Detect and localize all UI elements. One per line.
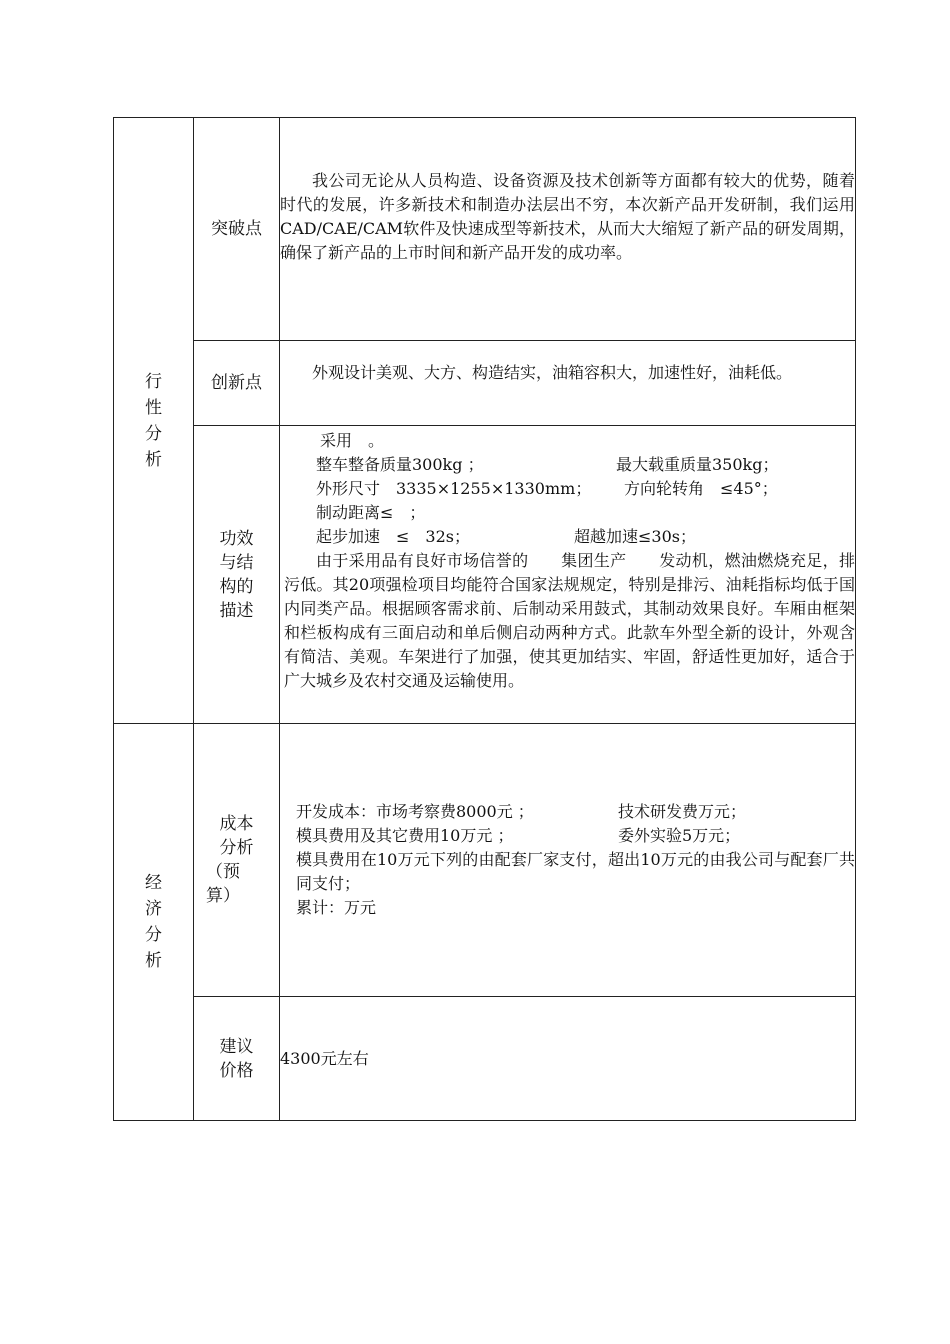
- breakthrough-content: [280, 118, 856, 341]
- cost-content: [280, 724, 856, 997]
- cost-row: [114, 724, 856, 997]
- cost-line-development: 开发成本：市场考察费8000元 ； 技术研发费万元；: [296, 802, 747, 821]
- function-description: 由于采用品有良好市场信誉的 集团生产 发动机，燃油燃烧充足，排污低。其20项强检项目均能符合国家法规规定，特别是排污、油耗指标均低于国内同类产品。根据顾客需求前、后制动采用鼓式，其制动效果良好。车厢由框架和栏板构成有三面启动和单后侧启动两种方式。此款车外型全新的设计，外观含有简洁、美观。车架进行了加强，使其更加结实、牢固，舒适性更加好，适合于广大城乡及农村交通及运输使用。: [284, 551, 855, 690]
- spec-line-dimensions: 外形尺寸 3335×1255×1330mm； 方向轮转角 ≤45°；: [316, 479, 778, 498]
- spec-line-acceleration: 起步加速 ≤ 32s； 超越加速≤30s；: [316, 527, 696, 546]
- breakthrough-label: 突破点: [194, 118, 280, 341]
- feasibility-section-label: 行 性 分 析: [114, 118, 194, 724]
- spec-line-adopt: 采用 。: [320, 431, 385, 450]
- breakthrough-row: [114, 118, 856, 341]
- function-row: [114, 426, 856, 724]
- spec-line-braking: 制动距离≤ ；: [316, 503, 426, 522]
- price-text: 4300元左右: [280, 1048, 369, 1068]
- function-label: 功效 与结 构的 描述: [194, 426, 280, 724]
- innovation-row: [114, 341, 856, 426]
- analysis-table: [113, 117, 856, 1121]
- innovation-text: 外观设计美观、大方、构造结实，油箱容积大，加速性好，油耗低。: [312, 363, 793, 382]
- economic-section-label: 经 济 分 析: [114, 724, 194, 1121]
- price-label: 建议 价格: [194, 997, 280, 1121]
- cost-line-payment: 模具费用在10万元下列的由配套厂家支付，超出10万元的由我公司与配套厂共同支付；: [296, 850, 855, 893]
- cost-label: 成本 分析 （预 算）: [194, 724, 280, 997]
- innovation-label: 创新点: [194, 341, 280, 426]
- cost-line-mold: 模具费用及其它费用10万元 ； 委外实验5万元；: [296, 826, 741, 845]
- breakthrough-text: 我公司无论从人员构造、设备资源及技术创新等方面都有较大的优势，随着时代的发展，许多新技术和制造办法层出不穷，本次新产品开发研制，我们运用CAD/CAE/CAM软件及快速成型等新技术，从而大大缩短了新产品的研发周期，确保了新产品的上市时间和新产品开发的成功率。: [280, 171, 855, 262]
- cost-line-total: 累计：万元: [296, 898, 377, 917]
- spec-line-weight: 整车整备质量300kg ； 最大载重质量350kg；: [316, 455, 779, 474]
- price-content: [280, 997, 856, 1121]
- price-row: [114, 997, 856, 1121]
- innovation-content: [280, 341, 856, 426]
- function-content: [280, 426, 856, 724]
